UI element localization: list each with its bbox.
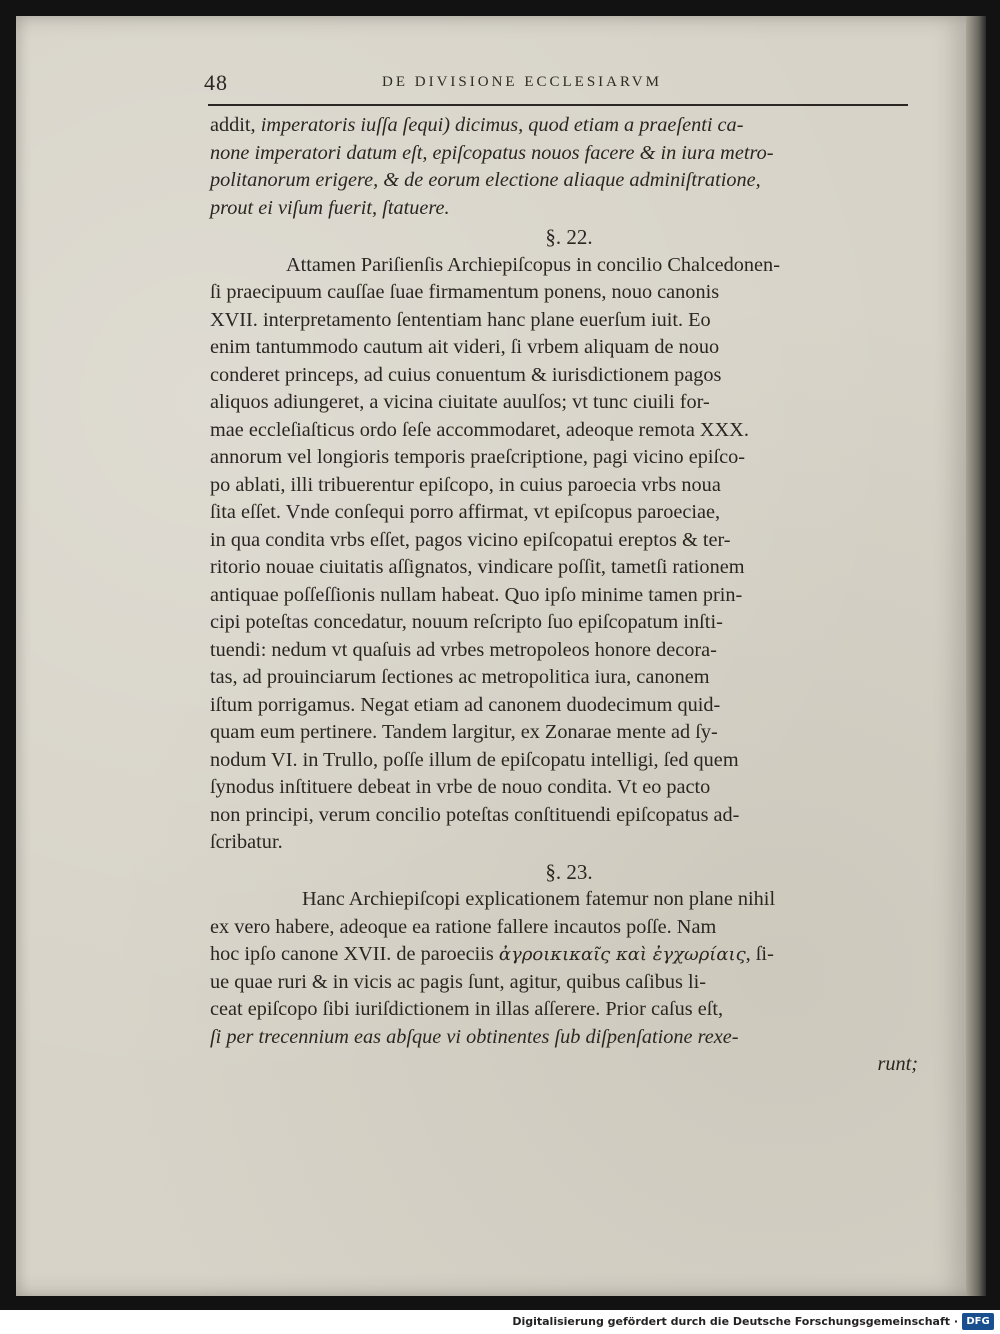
paragraph-line: conderet princeps, ad cuius conuentum & iurisdictionem pagos xyxy=(210,363,722,386)
paragraph-line: tas, ad prouinciarum ſectiones ac metropolitica iura, canonem xyxy=(210,666,710,688)
paragraph-line: ceat epiſcopo ſibi iuriſdictionem in illas aſſerere. Prior caſus eſt, xyxy=(210,998,724,1020)
paragraph-line: ex vero habere, adeoque ea ratione fallere incautos poſſe. Nam xyxy=(210,915,717,938)
section-heading-23: §. 23. xyxy=(545,859,593,884)
page-edge xyxy=(966,16,986,1296)
page-text xyxy=(210,112,918,1079)
paragraph-line: Hanc Archiepiſcopi explicationem fatemur non plane nihil xyxy=(302,888,776,910)
paragraph-line: non principi, verum concilio poteſtas conſtituendi epiſcopatus ad- xyxy=(210,803,740,826)
footer-credit: Digitalisierung gefördert durch die Deutsche Forschungsgemeinschaft · xyxy=(512,1315,958,1328)
paragraph-line: ſcribatur. xyxy=(210,831,283,853)
paragraph-line: mae eccleſiaſticus ordo ſeſe accommodaret, adeoque remota XXX. xyxy=(210,418,749,441)
paragraph-line: ritorio nouae ciuitatis aſſignatos, vindicare poſſit, tametſi rationem xyxy=(210,556,745,578)
paragraph-line: aliquos adiungeret, a vicina ciuitate auulſos; vt tunc ciuili for- xyxy=(210,391,710,413)
page-number: 48 xyxy=(204,70,228,95)
text-line: addit, imperatoris iuſſa ſequi) dicimus, quod etiam a praeſenti ca- xyxy=(210,114,744,136)
paragraph-line: tuendi: nedum vt quaſuis ad vrbes metropoleos honore decora- xyxy=(210,638,717,661)
dfg-logo: DFG xyxy=(962,1313,994,1330)
paragraph-line: in qua condita vrbs eſſet, pagos vicino epiſcopatui ereptos & ter- xyxy=(210,528,731,551)
paragraph-line: ue quae ruri & in vicis ac pagis ſunt, agitur, quibus caſibus li- xyxy=(210,970,706,993)
paragraph-line: hoc ipſo canone XVII. de paroeciis ἀγροικικαῖς καὶ ἐγχωρίαις, ſi- xyxy=(210,943,774,965)
paragraph-line: ſi praecipuum cauſſae ſuae firmamentum ponens, nouo canonis xyxy=(210,281,720,303)
paragraph-line: iſtum porrigamus. Negat etiam ad canonem duodecimum quid- xyxy=(210,693,721,716)
text-line: politanorum erigere, & de eorum electione aliaque adminiſtratione, xyxy=(210,169,761,191)
text-line: prout ei viſum fuerit, ſtatuere. xyxy=(210,196,450,219)
header-rule xyxy=(208,104,908,106)
paragraph-line: nodum VI. in Trullo, poſſe illum de epiſcopatu intelligi, ſed quem xyxy=(210,748,739,771)
running-title: DE DIVISIONE ECCLESIARVM xyxy=(382,74,662,90)
paragraph-line: enim tantummodo cautum ait videri, ſi vrbem aliquam de nouo xyxy=(210,336,720,358)
paragraph-line: ſi per trecennium eas abſque vi obtinentes ſub diſpenſatione rexe- xyxy=(210,1025,739,1048)
paragraph-line: antiquae poſſeſſionis nullam habeat. Quo ipſo minime tamen prin- xyxy=(210,583,743,606)
paragraph-line: quam eum pertinere. Tandem largitur, ex Zonarae mente ad ſy- xyxy=(210,721,718,743)
section-heading-22: §. 22. xyxy=(545,225,593,249)
page-header xyxy=(204,70,916,100)
paragraph-line: Attamen Pariſienſis Archiepiſcopus in concilio Chalcedonen- xyxy=(286,253,780,276)
paragraph-line: annorum vel longioris temporis praeſcriptione, pagi vicino epiſco- xyxy=(210,446,746,468)
paragraph-line: XVII. interpretamento ſententiam hanc plane euerſum iuit. Eo xyxy=(210,308,711,331)
text-line: none imperatori datum eſt, epiſcopatus nouos facere & in iura metro- xyxy=(210,141,774,164)
footer-bar xyxy=(0,1310,1000,1334)
paragraph-line: ſynodus inſtituere debeat in vrbe de nouo condita. Vt eo pacto xyxy=(210,776,711,798)
catchword: runt; xyxy=(877,1053,918,1075)
paragraph-line: cipi poteſtas concedatur, nouum reſcripto ſuo epiſcopatum inſti- xyxy=(210,611,723,633)
greek-phrase: ἀγροικικαῖς καὶ ἐγχωρίαις xyxy=(498,944,746,965)
paragraph-line: ſita eſſet. Vnde conſequi porro affirmat, vt epiſcopus paroeciae, xyxy=(210,501,721,523)
paragraph-line: po ablati, illi tribuerentur epiſcopo, in cuius paroecia vrbs noua xyxy=(210,473,721,496)
